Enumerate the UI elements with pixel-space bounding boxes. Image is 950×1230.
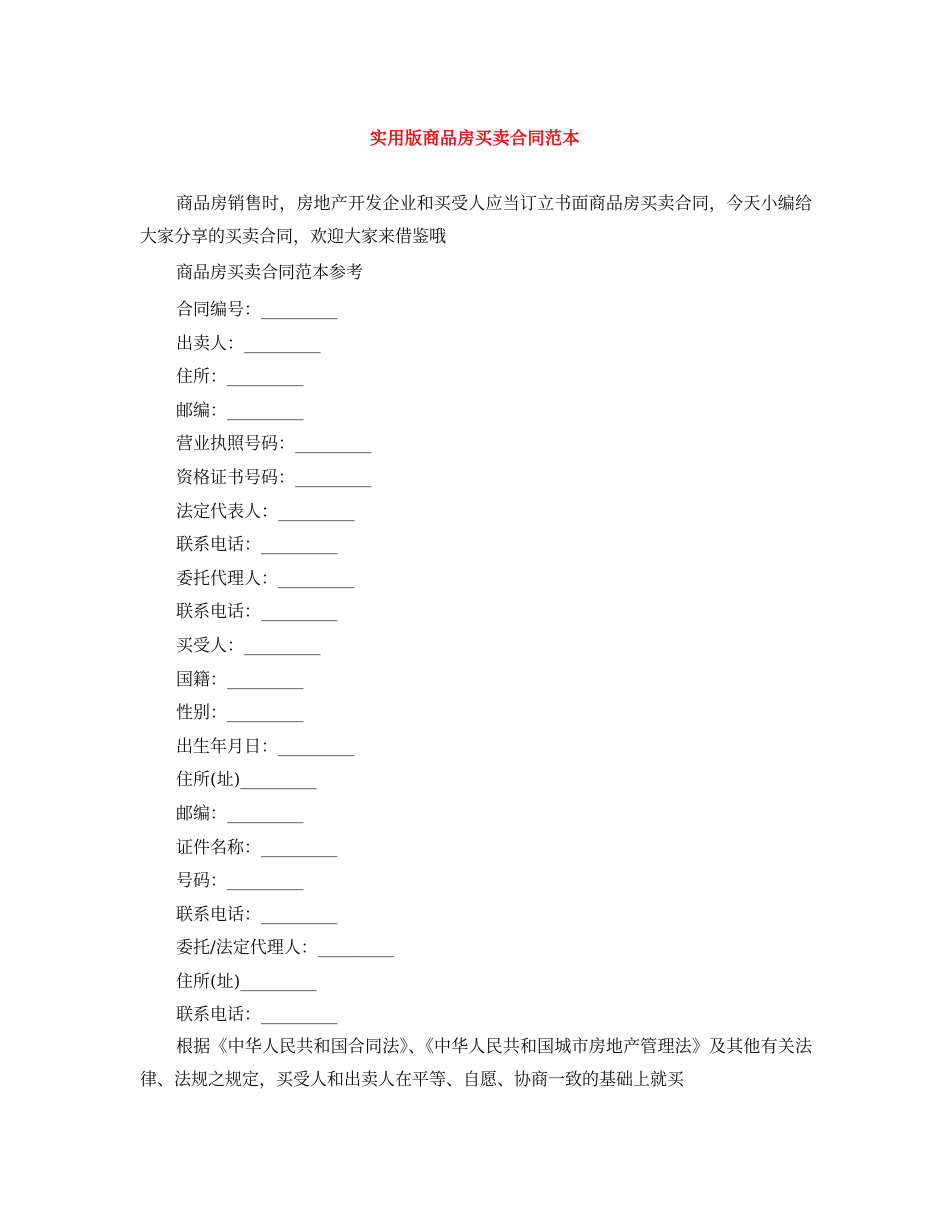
field-buyer-gender: 性别：_________ xyxy=(176,703,304,724)
contract-field-list xyxy=(176,294,394,1033)
field-id-number: 号码：_________ xyxy=(176,871,304,892)
field-qualification-cert: 资格证书号码：_________ xyxy=(176,467,372,488)
document-title: 实用版商品房买卖合同范本 xyxy=(370,129,580,149)
field-id-type: 证件名称：_________ xyxy=(176,837,338,858)
field-seller-postcode: 邮编：_________ xyxy=(176,400,304,421)
field-seller-address: 住所：_________ xyxy=(176,367,304,388)
field-buyer-postcode: 邮编：_________ xyxy=(176,803,304,824)
field-buyer-agent-phone: 联系电话：_________ xyxy=(176,1005,338,1026)
field-buyer-agent-address: 住所(址)_________ xyxy=(176,971,317,992)
field-contract-number: 合同编号：_________ xyxy=(176,300,338,320)
field-business-license: 营业执照号码：_________ xyxy=(176,434,372,455)
field-buyer-nationality: 国籍：_________ xyxy=(176,669,304,690)
field-legal-representative: 法定代表人：_________ xyxy=(176,501,355,522)
field-seller-agent: 委托代理人：_________ xyxy=(176,568,355,589)
field-buyer-agent: 委托/法定代理人：_________ xyxy=(176,938,395,959)
field-buyer-address: 住所(址)_________ xyxy=(176,770,317,791)
field-buyer-phone: 联系电话：_________ xyxy=(176,904,338,925)
field-buyer: 买受人：_________ xyxy=(176,635,321,656)
intro-paragraph: 商品房销售时，房地产开发企业和买受人应当订立书面商品房买卖合同，今天小编给大家分享的买卖合同，欢迎大家来借鉴哦 xyxy=(140,194,812,247)
closing-paragraph: 根据《中华人民共和国合同法》、《中华人民共和国城市房地产管理法》及其他有关法律、法规之规定，买受人和出卖人在平等、自愿、协商一致的基础上就买 xyxy=(140,1037,812,1090)
field-seller-phone: 联系电话：_________ xyxy=(176,535,338,556)
field-seller-agent-phone: 联系电话：_________ xyxy=(176,602,338,623)
field-seller: 出卖人：_________ xyxy=(176,333,321,354)
section-heading: 商品房买卖合同范本参考 xyxy=(176,263,363,283)
field-buyer-birthdate: 出生年月日：_________ xyxy=(176,736,355,757)
